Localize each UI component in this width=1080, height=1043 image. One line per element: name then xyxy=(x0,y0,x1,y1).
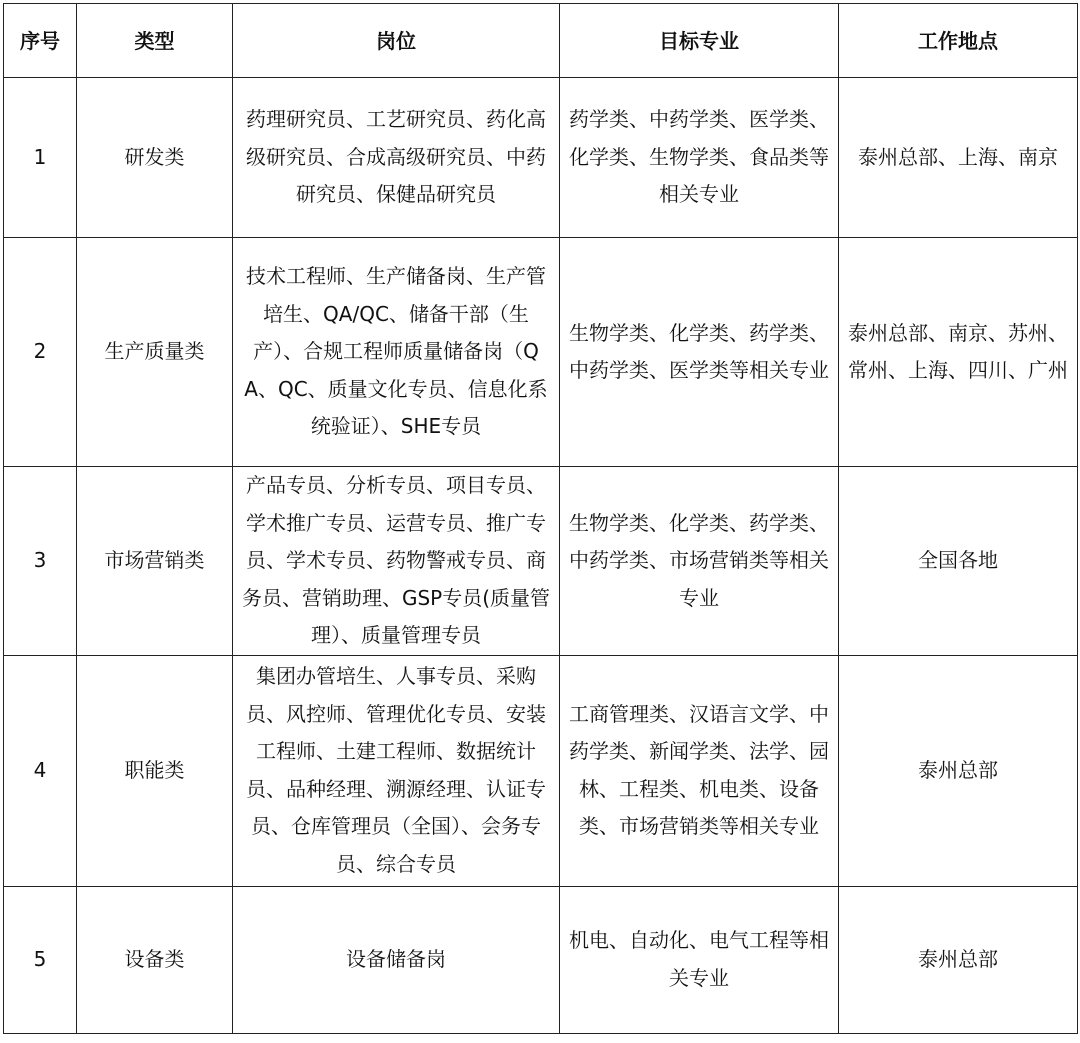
cell-location: 泰州总部、上海、南京 xyxy=(839,78,1078,238)
header-seq: 序号 xyxy=(4,4,77,78)
table-row xyxy=(4,78,1078,238)
header-position: 岗位 xyxy=(233,4,560,78)
cell-position: 设备储备岗 xyxy=(233,886,560,1033)
cell-major: 药学类、中药学类、医学类、化学类、生物学类、食品类等相关专业 xyxy=(560,78,839,238)
cell-seq: 3 xyxy=(4,467,77,656)
table-row xyxy=(4,467,1078,656)
cell-seq: 1 xyxy=(4,78,77,238)
cell-major: 机电、自动化、电气工程等相关专业 xyxy=(560,886,839,1033)
cell-major: 工商管理类、汉语言文学、中药学类、新闻学类、法学、园林、工程类、机电类、设备类、市场营销类等相关专业 xyxy=(560,655,839,886)
cell-major: 生物学类、化学类、药学类、中药学类、医学类等相关专业 xyxy=(560,238,839,467)
cell-type: 生产质量类 xyxy=(77,238,233,467)
cell-position: 技术工程师、生产储备岗、生产管培生、QA/QC、储备干部（生产）、合规工程师质量储备岗（QA、QC、质量文化专员、信息化系统验证）、SHE专员 xyxy=(233,238,560,467)
cell-seq: 4 xyxy=(4,655,77,886)
cell-type: 职能类 xyxy=(77,655,233,886)
table-row xyxy=(4,238,1078,467)
cell-type: 市场营销类 xyxy=(77,467,233,656)
cell-seq: 2 xyxy=(4,238,77,467)
cell-type: 设备类 xyxy=(77,886,233,1033)
cell-seq: 5 xyxy=(4,886,77,1033)
header-row xyxy=(4,4,1078,78)
cell-major: 生物学类、化学类、药学类、中药学类、市场营销类等相关专业 xyxy=(560,467,839,656)
cell-position: 集团办管培生、人事专员、采购员、风控师、管理优化专员、安装工程师、土建工程师、数据统计员、品种经理、溯源经理、认证专员、仓库管理员（全国）、会务专员、综合专员 xyxy=(233,655,560,886)
cell-position: 药理研究员、工艺研究员、药化高级研究员、合成高级研究员、中药研究员、保健品研究员 xyxy=(233,78,560,238)
table-row xyxy=(4,886,1078,1033)
cell-position: 产品专员、分析专员、项目专员、学术推广专员、运营专员、推广专员、学术专员、药物警戒专员、商务员、营销助理、GSP专员(质量管理）、质量管理专员 xyxy=(233,467,560,656)
header-major: 目标专业 xyxy=(560,4,839,78)
cell-location: 泰州总部 xyxy=(839,655,1078,886)
recruitment-table xyxy=(3,3,1078,1034)
cell-location: 泰州总部、南京、苏州、常州、上海、四川、广州 xyxy=(839,238,1078,467)
header-type: 类型 xyxy=(77,4,233,78)
table-row xyxy=(4,655,1078,886)
cell-type: 研发类 xyxy=(77,78,233,238)
cell-location: 泰州总部 xyxy=(839,886,1078,1033)
cell-location: 全国各地 xyxy=(839,467,1078,656)
header-location: 工作地点 xyxy=(839,4,1078,78)
